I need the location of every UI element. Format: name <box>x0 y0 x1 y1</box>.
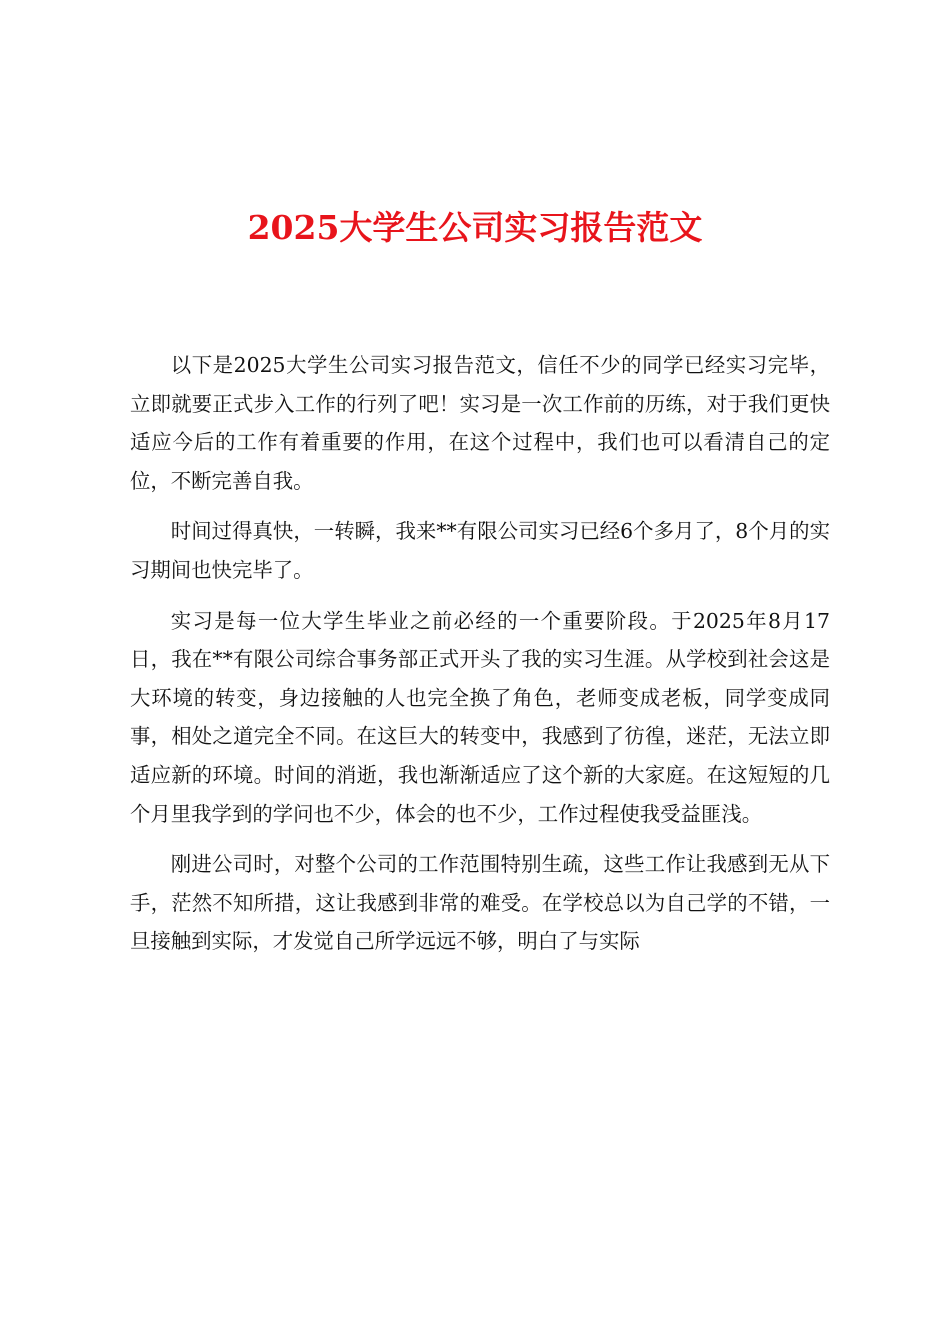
paragraph-intro: 以下是2025大学生公司实习报告范文，信任不少的同学已经实习完毕，立即就要正式步入工作的行列了吧！实习是一次工作前的历练，对于我们更快适应今后的工作有着重要的作用，在这个过程中，我们也可以看清自己的定位，不断完善自我。 <box>130 353 830 493</box>
paragraph-first-days: 刚进公司时，对整个公司的工作范围特别生疏，这些工作让我感到无从下手，茫然不知所措，这让我感到非常的难受。在学校总以为自己学的不错，一旦接触到实际，才发觉自己所学远远不够，明白了与实际 <box>130 852 830 954</box>
document-title: 2025大学生公司实习报告范文 <box>247 208 703 247</box>
paragraph-time: 时间过得真快，一转瞬，我来**有限公司实习已经6个多月了，8个月的实习期间也快完毕了。 <box>130 519 830 582</box>
paragraph-internship-stage: 实习是每一位大学生毕业之前必经的一个重要阶段。于2025年8月17日，我在**有限公司综合事务部正式开头了我的实习生涯。从学校到社会这是大环境的转变，身边接触的人也完全换了角色，老师变成老板，同学变成同事，相处之道完全不同。在这巨大的转变中，我感到了彷徨，迷茫，无法立即适应新的环境。时间的消逝，我也渐渐适应了这个新的大家庭。在这短短的几个月里我学到的学问也不少，体会的也不少，工作过程使我受益匪浅。 <box>130 608 830 826</box>
document-body <box>130 346 830 973</box>
